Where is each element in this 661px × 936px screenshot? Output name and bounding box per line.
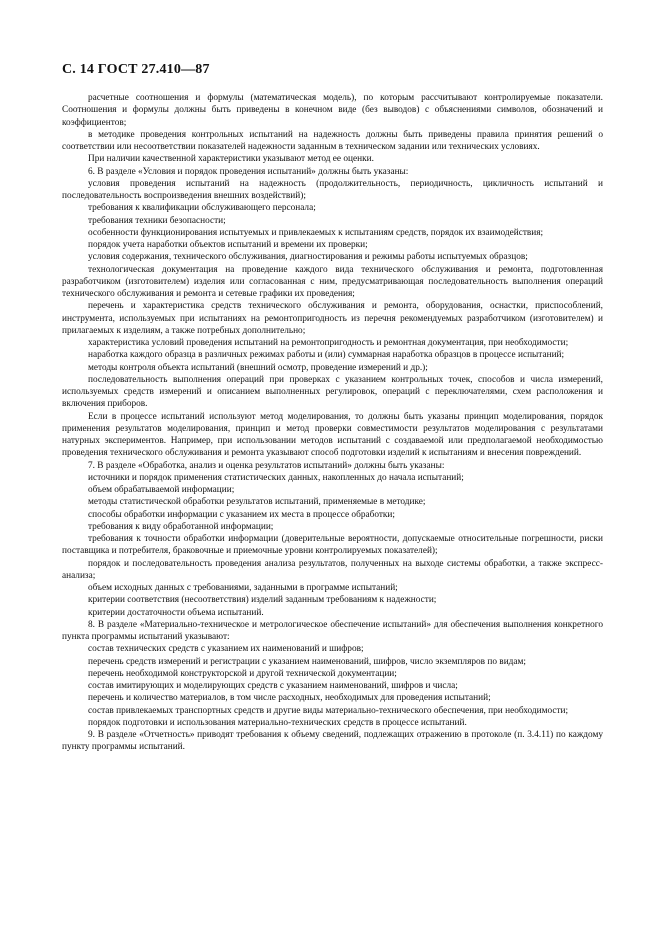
paragraph: критерии достаточности объема испытаний. [88, 607, 264, 618]
paragraph: источники и порядок применения статистических данных, накопленных до начала испытаний; [88, 472, 464, 483]
paragraph: перечень необходимой конструкторской и другой технической документации; [88, 668, 397, 679]
paragraph: перечень средств измерений и регистрации с указанием наименований, шифров, число экземпляров по видам; [88, 656, 526, 667]
paragraph: 8. В разделе «Материально-техническое и метрологическое обеспечение испытаний» для обеспечения выполнения конкретного пункта программы испытаний указывают: [62, 619, 603, 642]
paragraph: характеристика условий проведения испытаний на ремонтопригодность и ремонтная документация, при необходимости; [88, 338, 569, 348]
paragraph: Если в процессе испытаний используют метод моделирования, то должны быть указаны принцип моделирования, порядок применения результатов моделирования, принцип и метод проверки совместимости результатов моделирования с результатами натурных экспериментов. Например, при использовании методов испытаний с создаваемой или предполагаемой необходимостью проведения технического обслуживания и ремонта указывают способ подготовки изделий к испытаниям и внесения повреждений. [62, 411, 603, 459]
paragraph: условия проведения испытаний на надежность (продолжительность, периодичность, цикличность испытаний и последовательность воспроизведения внешних воздействий); [62, 178, 603, 201]
paragraph: объем обрабатываемой информации; [88, 485, 235, 495]
page-header: С. 14 ГОСТ 27.410—87 [62, 62, 210, 77]
paragraph: перечень и количество материалов, в том числе расходных, необходимых для проведения испытаний; [88, 693, 491, 704]
paragraph: порядок подготовки и использования материально-технических средств в процессе испытаний. [88, 717, 467, 728]
paragraph: технологическая документация на проведение каждого вида технического обслуживания и ремонта, подготовленная разработчиком (изготовителем) изделия или согласованная с ним, предусматривающая последовательность выполнения операций технического обслуживания и ремонта и сетевые графики их проведения; [62, 264, 603, 299]
paragraph: состав привлекаемых транспортных средств и другие виды материально-технического обеспечения, при необходимости; [88, 705, 569, 716]
document-body [62, 92, 603, 754]
paragraph: требования к виду обработанной информации; [88, 521, 274, 532]
paragraph: требования к точности обработки информации (доверительные вероятности, допускаемые относительные погрешности, риски поставщика и потребителя, браковочные и приемочные уровни контролируемых показателей); [62, 534, 603, 557]
paragraph: расчетные соотношения и формулы (математическая модель), по которым рассчитывают контролируемые показатели. Соотношения и формулы должны быть приведены в конечном виде (без выводов) с объяснениями символов, обозначений и коэффициентов; [62, 93, 603, 128]
paragraph: состав имитирующих и моделирующих средств с указанием наименований, шифров и числа; [88, 681, 458, 691]
paragraph: 6. В разделе «Условия и порядок проведения испытаний» должны быть указаны: [88, 166, 409, 177]
paragraph: состав технических средств с указанием их наименований и шифров; [88, 644, 364, 655]
paragraph: наработка каждого образца в различных режимах работы и (или) суммарная наработка образцов в процессе испытаний; [88, 350, 565, 361]
paragraph: При наличии качественной характеристики указывают метод ее оценки. [88, 154, 374, 165]
paragraph: 9. В разделе «Отчетность» приводят требования к объему сведений, подлежащих отражению в протоколе (п. 3.4.11) по каждому пункту программы испытаний. [62, 730, 603, 753]
paragraph: перечень и характеристика средств технического обслуживания и ремонта, оборудования, оснастки, приспособлений, инструмента, используемых при испытаниях на ремонтопригодность из перечня рекомендуемых разработчиком (изготовителем) и прилагаемых к изделиям, а также потребных дополнительно; [62, 301, 603, 336]
paragraph: способы обработки информации с указанием их места в процессе обработки; [88, 509, 395, 520]
paragraph: порядок и последовательность проведения анализа результатов, полученных на выходе системы обработки, а также экспресс-анализа; [62, 558, 603, 581]
paragraph: требования техники безопасности; [88, 215, 226, 226]
paragraph: условия содержания, технического обслуживания, диагностирования и режимы работы испытуемых образцов; [88, 252, 528, 263]
paragraph: объем исходных данных с требованиями, заданными в программе испытаний; [88, 583, 398, 593]
paragraph: 7. В разделе «Обработка, анализ и оценка результатов испытаний» должны быть указаны: [88, 460, 445, 471]
paragraph: особенности функционирования испытуемых и привлекаемых к испытаниям средств, порядок их взаимодействия; [88, 227, 544, 238]
paragraph: в методике проведения контрольных испытаний на надежность должны быть приведены правила принятия решений о соответствии или несоответствии показателей надежности заданным в техническом задании или технических условиях. [62, 129, 603, 152]
paragraph: последовательность выполнения операций при проверках с указанием контрольных точек, способов и числа измерений, используемых средств измерений и описанием выполненных регулировок, операций с переключателями, схем расположения и включения приборов. [62, 374, 603, 410]
paragraph: методы контроля объекта испытаний (внешний осмотр, проведение измерений и др.); [88, 362, 428, 373]
paragraph: требования к квалификации обслуживающего персонала; [88, 203, 316, 214]
paragraph: методы статистической обработки результатов испытаний, применяемые в методике; [88, 497, 426, 508]
paragraph: порядок учета наработки объектов испытаний и времени их проверки; [88, 240, 368, 250]
paragraph: критерии соответствия (несоответствия) изделий заданным требованиям к надежности; [88, 595, 437, 606]
